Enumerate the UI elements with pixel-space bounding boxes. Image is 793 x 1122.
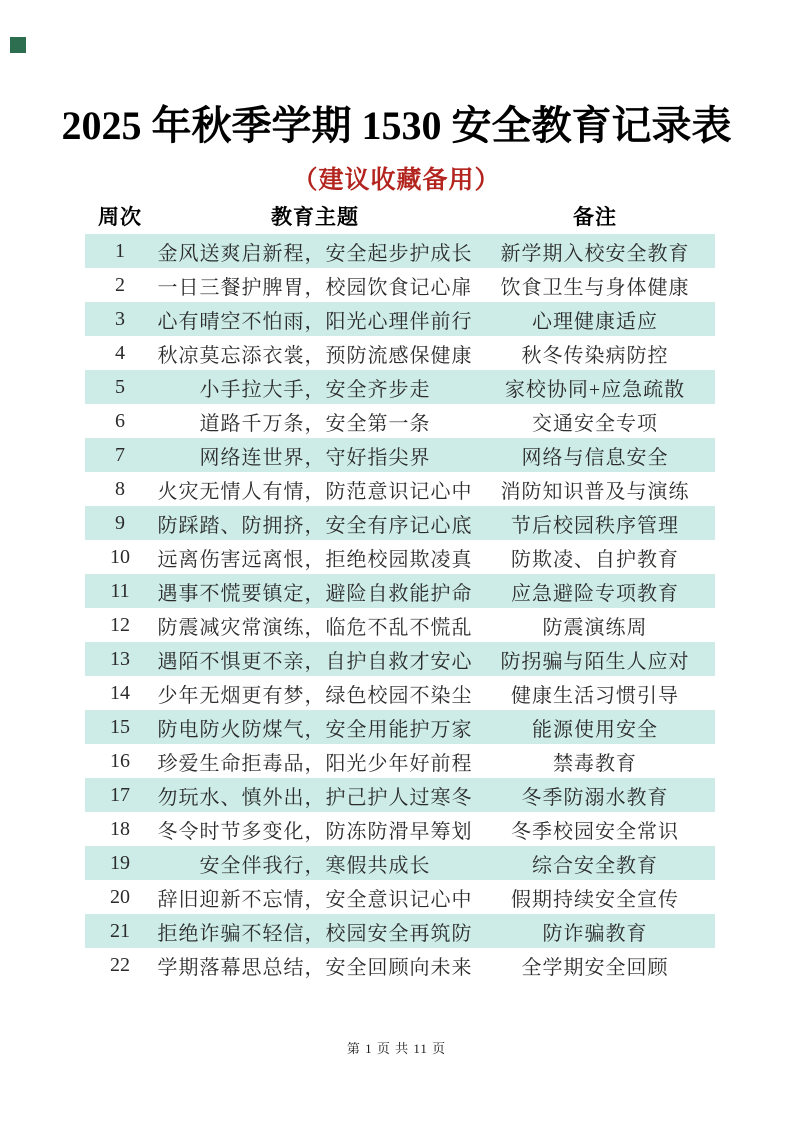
theme-cell: 少年无烟更有梦，绿色校园不染尘 [157,684,473,707]
table-row [85,710,715,744]
page-title: 2025 年秋季学期 1530 安全教育记录表 [61,103,732,148]
table-row [85,506,715,540]
table-header-row [85,198,715,234]
theme-cell: 一日三餐护脾胃，校园饮食记心扉 [157,276,473,299]
theme-cell: 远离伤害远离恨，拒绝校园欺凌真 [157,548,473,571]
table-row [85,234,715,268]
week-cell: 19 [110,851,130,874]
table-row [85,948,715,982]
table-row [85,472,715,506]
note-cell: 家校协同+应急疏散 [504,378,686,401]
theme-cell: 防震减灾常演练，临危不乱不慌乱 [157,616,473,639]
theme-cell: 安全伴我行，寒假共成长 [199,854,431,877]
table-row [85,880,715,914]
note-cell: 防诈骗教育 [542,922,648,945]
header-note: 备注 [573,205,617,229]
header-theme: 教育主题 [271,205,359,229]
header-week: 周次 [98,205,142,229]
note-cell: 防欺凌、自护教育 [511,548,679,571]
theme-cell: 小手拉大手，安全齐步走 [199,378,431,401]
week-cell: 7 [115,443,125,466]
week-cell: 14 [110,681,130,704]
theme-cell: 金风送爽启新程，安全起步护成长 [157,242,473,265]
week-cell: 3 [115,307,125,330]
table-body [85,234,715,982]
table-row [85,778,715,812]
note-cell: 综合安全教育 [532,854,658,877]
table-row [85,608,715,642]
note-cell: 防震演练周 [542,616,648,639]
theme-cell: 遇陌不惧更不亲，自护自救才安心 [157,650,473,673]
theme-cell: 心有晴空不怕雨，阳光心理伴前行 [157,310,473,333]
note-cell: 节后校园秩序管理 [511,514,679,537]
safety-education-table [85,198,715,982]
week-cell: 5 [115,375,125,398]
week-cell: 18 [110,817,130,840]
note-cell: 交通安全专项 [532,412,658,435]
theme-cell: 防电防火防煤气，安全用能护万家 [157,718,473,741]
page-number-footer: 第 1 页 共 11 页 [346,1041,447,1056]
week-cell: 15 [110,715,130,738]
week-cell: 2 [115,273,125,296]
note-cell: 网络与信息安全 [521,446,669,469]
table-row [85,744,715,778]
theme-cell: 冬令时节多变化，防冻防滑早筹划 [157,820,473,843]
note-cell: 消防知识普及与演练 [500,480,690,503]
theme-cell: 勿玩水、慎外出，护己护人过寒冬 [157,786,473,809]
table-row [85,336,715,370]
week-cell: 6 [115,409,125,432]
week-cell: 8 [115,477,125,500]
table-row [85,676,715,710]
note-cell: 冬季防溺水教育 [521,786,669,809]
note-cell: 防拐骗与陌生人应对 [500,650,690,673]
week-cell: 10 [110,545,130,568]
theme-cell: 遇事不慌要镇定，避险自救能护命 [157,582,473,605]
week-cell: 20 [110,885,130,908]
week-cell: 16 [110,749,130,772]
theme-cell: 道路千万条，安全第一条 [199,412,431,435]
week-cell: 4 [115,341,125,364]
week-cell: 13 [110,647,130,670]
note-cell: 心理健康适应 [532,310,658,333]
theme-cell: 网络连世界，守好指尖界 [199,446,431,469]
note-cell: 应急避险专项教育 [511,582,679,605]
page-subtitle: （建议收藏备用） [292,167,501,194]
theme-cell: 学期落幕思总结，安全回顾向未来 [157,956,473,979]
note-cell: 秋冬传染病防控 [521,344,669,367]
table-row [85,268,715,302]
table-row [85,370,715,404]
table-row [85,846,715,880]
note-cell: 能源使用安全 [532,718,658,741]
theme-cell: 辞旧迎新不忘情，安全意识记心中 [157,888,473,911]
week-cell: 11 [110,579,130,602]
week-cell: 21 [110,919,130,942]
note-cell: 冬季校园安全常识 [511,820,679,843]
week-cell: 12 [110,613,130,636]
table-row [85,812,715,846]
table-row [85,914,715,948]
note-cell: 禁毒教育 [553,752,637,775]
theme-cell: 秋凉莫忘添衣裳，预防流感保健康 [157,344,473,367]
table-row [85,540,715,574]
note-cell: 健康生活习惯引导 [511,684,679,707]
note-cell: 假期持续安全宣传 [511,888,679,911]
theme-cell: 珍爱生命拒毒品，阳光少年好前程 [157,752,473,775]
note-cell: 饮食卫生与身体健康 [500,276,690,299]
table-row [85,302,715,336]
theme-cell: 防踩踏、防拥挤，安全有序记心底 [157,514,473,537]
week-cell: 17 [110,783,130,806]
corner-marker-square [10,37,26,53]
theme-cell: 火灾无情人有情，防范意识记心中 [157,480,473,503]
table-row [85,642,715,676]
table-row [85,404,715,438]
table-row [85,574,715,608]
note-cell: 新学期入校安全教育 [500,242,690,265]
week-cell: 9 [115,511,125,534]
week-cell: 1 [115,239,125,262]
table-row [85,438,715,472]
theme-cell: 拒绝诈骗不轻信，校园安全再筑防 [157,922,473,945]
note-cell: 全学期安全回顾 [521,956,669,979]
week-cell: 22 [110,953,130,976]
